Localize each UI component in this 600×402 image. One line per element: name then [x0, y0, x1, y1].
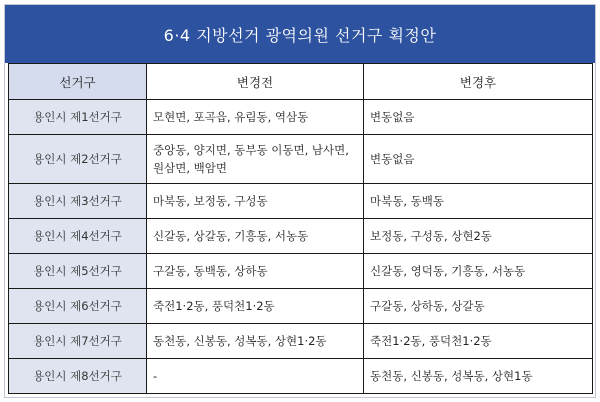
after-cell: 변동없음 [364, 100, 593, 135]
after-cell: 변동없음 [364, 135, 593, 184]
before-cell: 동천동, 신봉동, 성복동, 상현1·2동 [147, 324, 364, 359]
after-cell: 구갈동, 상하동, 상갈동 [364, 289, 593, 324]
before-cell: - [147, 359, 364, 394]
table-row [9, 359, 593, 394]
before-cell: 모현면, 포곡읍, 유림동, 역삼동 [147, 100, 364, 135]
title-banner [5, 5, 595, 63]
table-row [9, 289, 593, 324]
page-title: 6·4 지방선거 광역의원 선거구 획정안 [163, 25, 437, 45]
district-cell: 용인시 제3선거구 [9, 184, 147, 219]
district-table [8, 63, 593, 394]
after-cell: 마북동, 동백동 [364, 184, 593, 219]
district-cell: 용인시 제5선거구 [9, 254, 147, 289]
district-cell: 용인시 제6선거구 [9, 289, 147, 324]
table-row [9, 324, 593, 359]
district-cell: 용인시 제7선거구 [9, 324, 147, 359]
after-cell: 동천동, 신봉동, 성복동, 상현1동 [364, 359, 593, 394]
table-row [9, 219, 593, 254]
table-row [9, 254, 593, 289]
district-cell: 용인시 제1선거구 [9, 100, 147, 135]
column-header-district: 선거구 [9, 64, 147, 100]
before-cell: 마북동, 보정동, 구성동 [147, 184, 364, 219]
column-header-before: 변경전 [147, 64, 364, 100]
before-cell: 죽전1·2동, 풍덕천1·2동 [147, 289, 364, 324]
table-row [9, 100, 593, 135]
before-cell: 구갈동, 동백동, 상하동 [147, 254, 364, 289]
after-cell: 신갈동, 영덕동, 기흥동, 서농동 [364, 254, 593, 289]
after-cell: 보정동, 구성동, 상현2동 [364, 219, 593, 254]
table-row [9, 135, 593, 184]
district-cell: 용인시 제4선거구 [9, 219, 147, 254]
before-cell: 중앙동, 양지면, 동부동 이동면, 남사면, 원삼면, 백암면 [147, 135, 364, 184]
before-cell: 신갈동, 상갈동, 기흥동, 서농동 [147, 219, 364, 254]
table-row [9, 184, 593, 219]
district-cell: 용인시 제2선거구 [9, 135, 147, 184]
after-cell: 죽전1·2동, 풍덕천1·2동 [364, 324, 593, 359]
column-header-after: 변경후 [364, 64, 593, 100]
header-row [9, 64, 593, 100]
district-cell: 용인시 제8선거구 [9, 359, 147, 394]
